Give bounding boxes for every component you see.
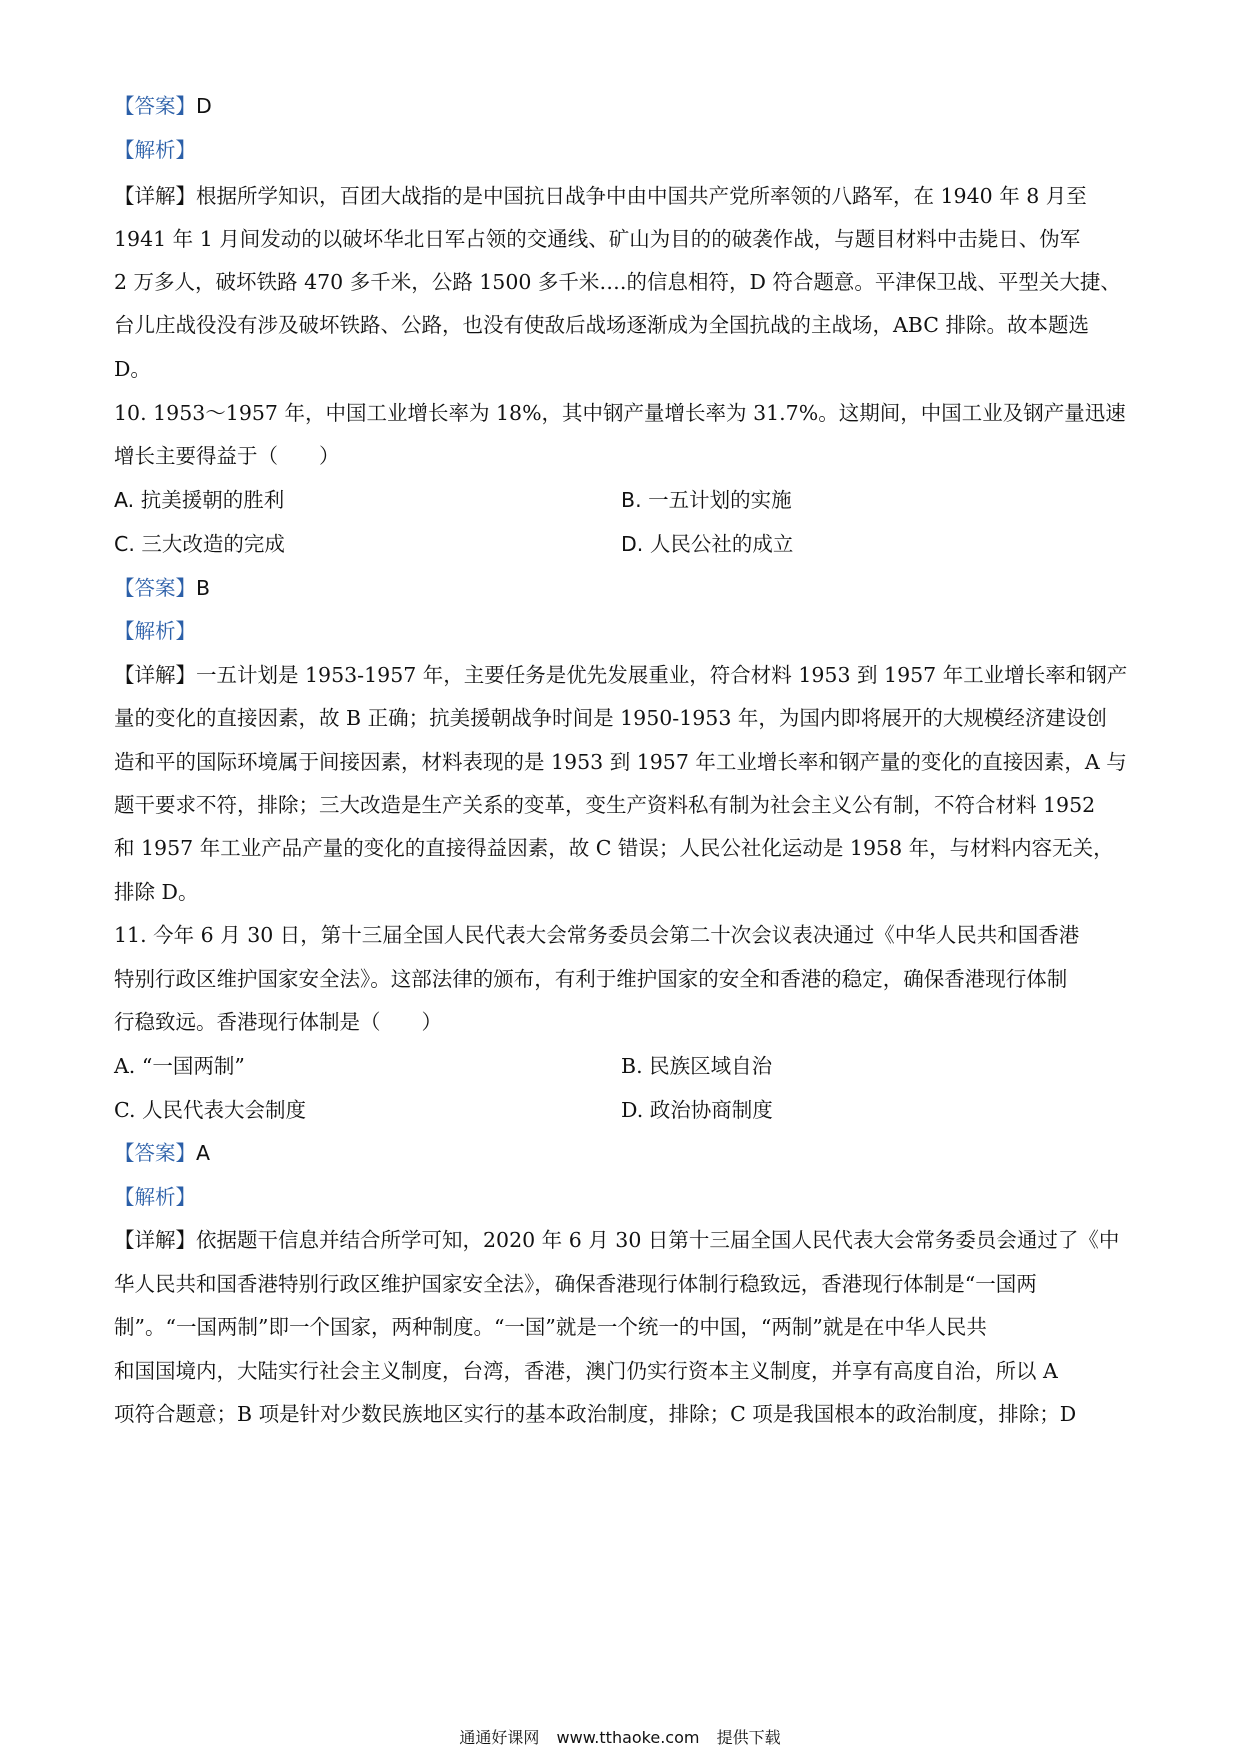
q10-option-a[interactable]: A. 抗美援朝的胜利 (114, 488, 285, 512)
q10-detail-line-2: 量的变化的直接因素，故 B 正确；抗美援朝战争时间是 1950-1953 年，为国内即将展开的大规模经济建设创 (114, 706, 1107, 730)
q10-detail-line-4: 题干要求不符，排除；三大改造是生产关系的变革，变生产资料私有制为社会主义公有制，不符合材料 1952 (114, 793, 1096, 817)
q10-detail-line-3: 造和平的国际环境属于间接因素，材料表现的是 1953 到 1957 年工业增长率和钢产量的变化的直接因素，A 与 (114, 750, 1127, 774)
q10-option-c[interactable]: C. 三大改造的完成 (114, 532, 285, 556)
q10-analysis-line (114, 617, 1129, 645)
q9-detail-line-2: 1941 年 1 月间发动的以破坏华北日军占领的交通线、矿山为目的的破袭作战，与题目材料中击毙日、伪军 (114, 227, 1081, 251)
q10-answer-line (114, 574, 1129, 602)
q10-detail-line-1: 【详解】一五计划是 1953-1957 年，主要任务是优先发展重业，符合材料 1953 到 1957 年工业增长率和钢产 (114, 663, 1128, 687)
q11-detail-line-4: 和国国境内，大陆实行社会主义制度，台湾，香港，澳门仍实行资本主义制度，并享有高度自治，所以 A (114, 1359, 1058, 1383)
q11-stem-line-1: 11. 今年 6 月 30 日，第十三届全国人民代表大会常务委员会第二十次会议表决通过《中华人民共和国香港 (114, 923, 1080, 947)
q10-stem-line-1: 10. 1953～1957 年，中国工业增长率为 18%，其中钢产量增长率为 31.7%。这期间，中国工业及钢产量迅速 (114, 401, 1126, 425)
footer-url-link[interactable]: www.tthaoke.com (556, 1728, 700, 1747)
answer-tag: 【答案】 (114, 1141, 196, 1165)
analysis-tag: 【解析】 (114, 138, 196, 162)
q11-option-a[interactable]: A. “一国两制” (114, 1054, 245, 1078)
q10-stem-line-2: 增长主要得益于（ ） (114, 444, 340, 468)
analysis-tag: 【解析】 (114, 619, 196, 643)
footer-note: 提供下载 (716, 1728, 781, 1747)
q10-option-b[interactable]: B. 一五计划的实施 (621, 488, 792, 512)
detail-tag: 【详解】 (114, 663, 196, 687)
q11-detail-line-5: 项符合题意；B 项是针对少数民族地区实行的基本政治制度，排除；C 项是我国根本的政治制度，排除；D (114, 1402, 1077, 1426)
detail-tag: 【详解】 (114, 184, 196, 208)
q10-detail-line-6: 排除 D。 (114, 880, 199, 904)
q9-answer: D (196, 94, 212, 118)
q9-detail-line-1: 【详解】根据所学知识，百团大战指的是中国抗日战争中由中国共产党所率领的八路军，在 1940 年 8 月至 (114, 184, 1087, 208)
q11-analysis-line (114, 1183, 1129, 1211)
q11-stem-line-2: 特别行政区维护国家安全法》。这部法律的颁布，有利于维护国家的安全和香港的稳定，确保香港现行体制 (114, 967, 1068, 991)
q11-option-b[interactable]: B. 民族区域自治 (621, 1054, 773, 1078)
answer-tag: 【答案】 (114, 576, 196, 600)
q9-answer-line (114, 92, 1129, 120)
q11-detail-line-3: 制”。“一国两制”即一个国家，两种制度。“一国”就是一个统一的中国，“两制”就是在中华人民共 (114, 1315, 987, 1339)
q11-option-d[interactable]: D. 政治协商制度 (621, 1098, 773, 1122)
answer-tag: 【答案】 (114, 94, 196, 118)
q9-detail-line-3: 2 万多人，破坏铁路 470 多千米，公路 1500 多千米….的信息相符，D 符合题意。平津保卫战、平型关大捷、 (114, 270, 1121, 294)
q10-option-d[interactable]: D. 人民公社的成立 (621, 532, 794, 556)
page-footer (0, 1725, 1240, 1748)
analysis-tag: 【解析】 (114, 1185, 196, 1209)
q11-option-c[interactable]: C. 人民代表大会制度 (114, 1098, 306, 1122)
q9-detail-line-5: D。 (114, 357, 151, 381)
q10-detail-line-5: 和 1957 年工业产品产量的变化的直接得益因素，故 C 错误；人民公社化运动是 1958 年，与材料内容无关， (114, 836, 1114, 860)
q9-detail-line-4: 台儿庄战役没有涉及破坏铁路、公路，也没有使敌后战场逐渐成为全国抗战的主战场，ABC 排除。故本题选 (114, 313, 1089, 337)
footer-site-name: 通通好课网 (459, 1728, 540, 1747)
detail-tag: 【详解】 (114, 1228, 196, 1252)
q11-answer: A (196, 1141, 211, 1165)
q11-answer-line (114, 1139, 1129, 1167)
q11-detail-line-2: 华人民共和国香港特别行政区维护国家安全法》，确保香港现行体制行稳致远，香港现行体制是“一国两 (114, 1272, 1037, 1296)
q9-analysis-line (114, 136, 1129, 164)
q10-answer: B (196, 576, 211, 600)
q11-detail-line-1: 【详解】依据题干信息并结合所学可知，2020 年 6 月 30 日第十三届全国人民代表大会常务委员会通过了《中 (114, 1228, 1120, 1252)
q11-stem-line-3: 行稳致远。香港现行体制是（ ） (114, 1010, 442, 1034)
